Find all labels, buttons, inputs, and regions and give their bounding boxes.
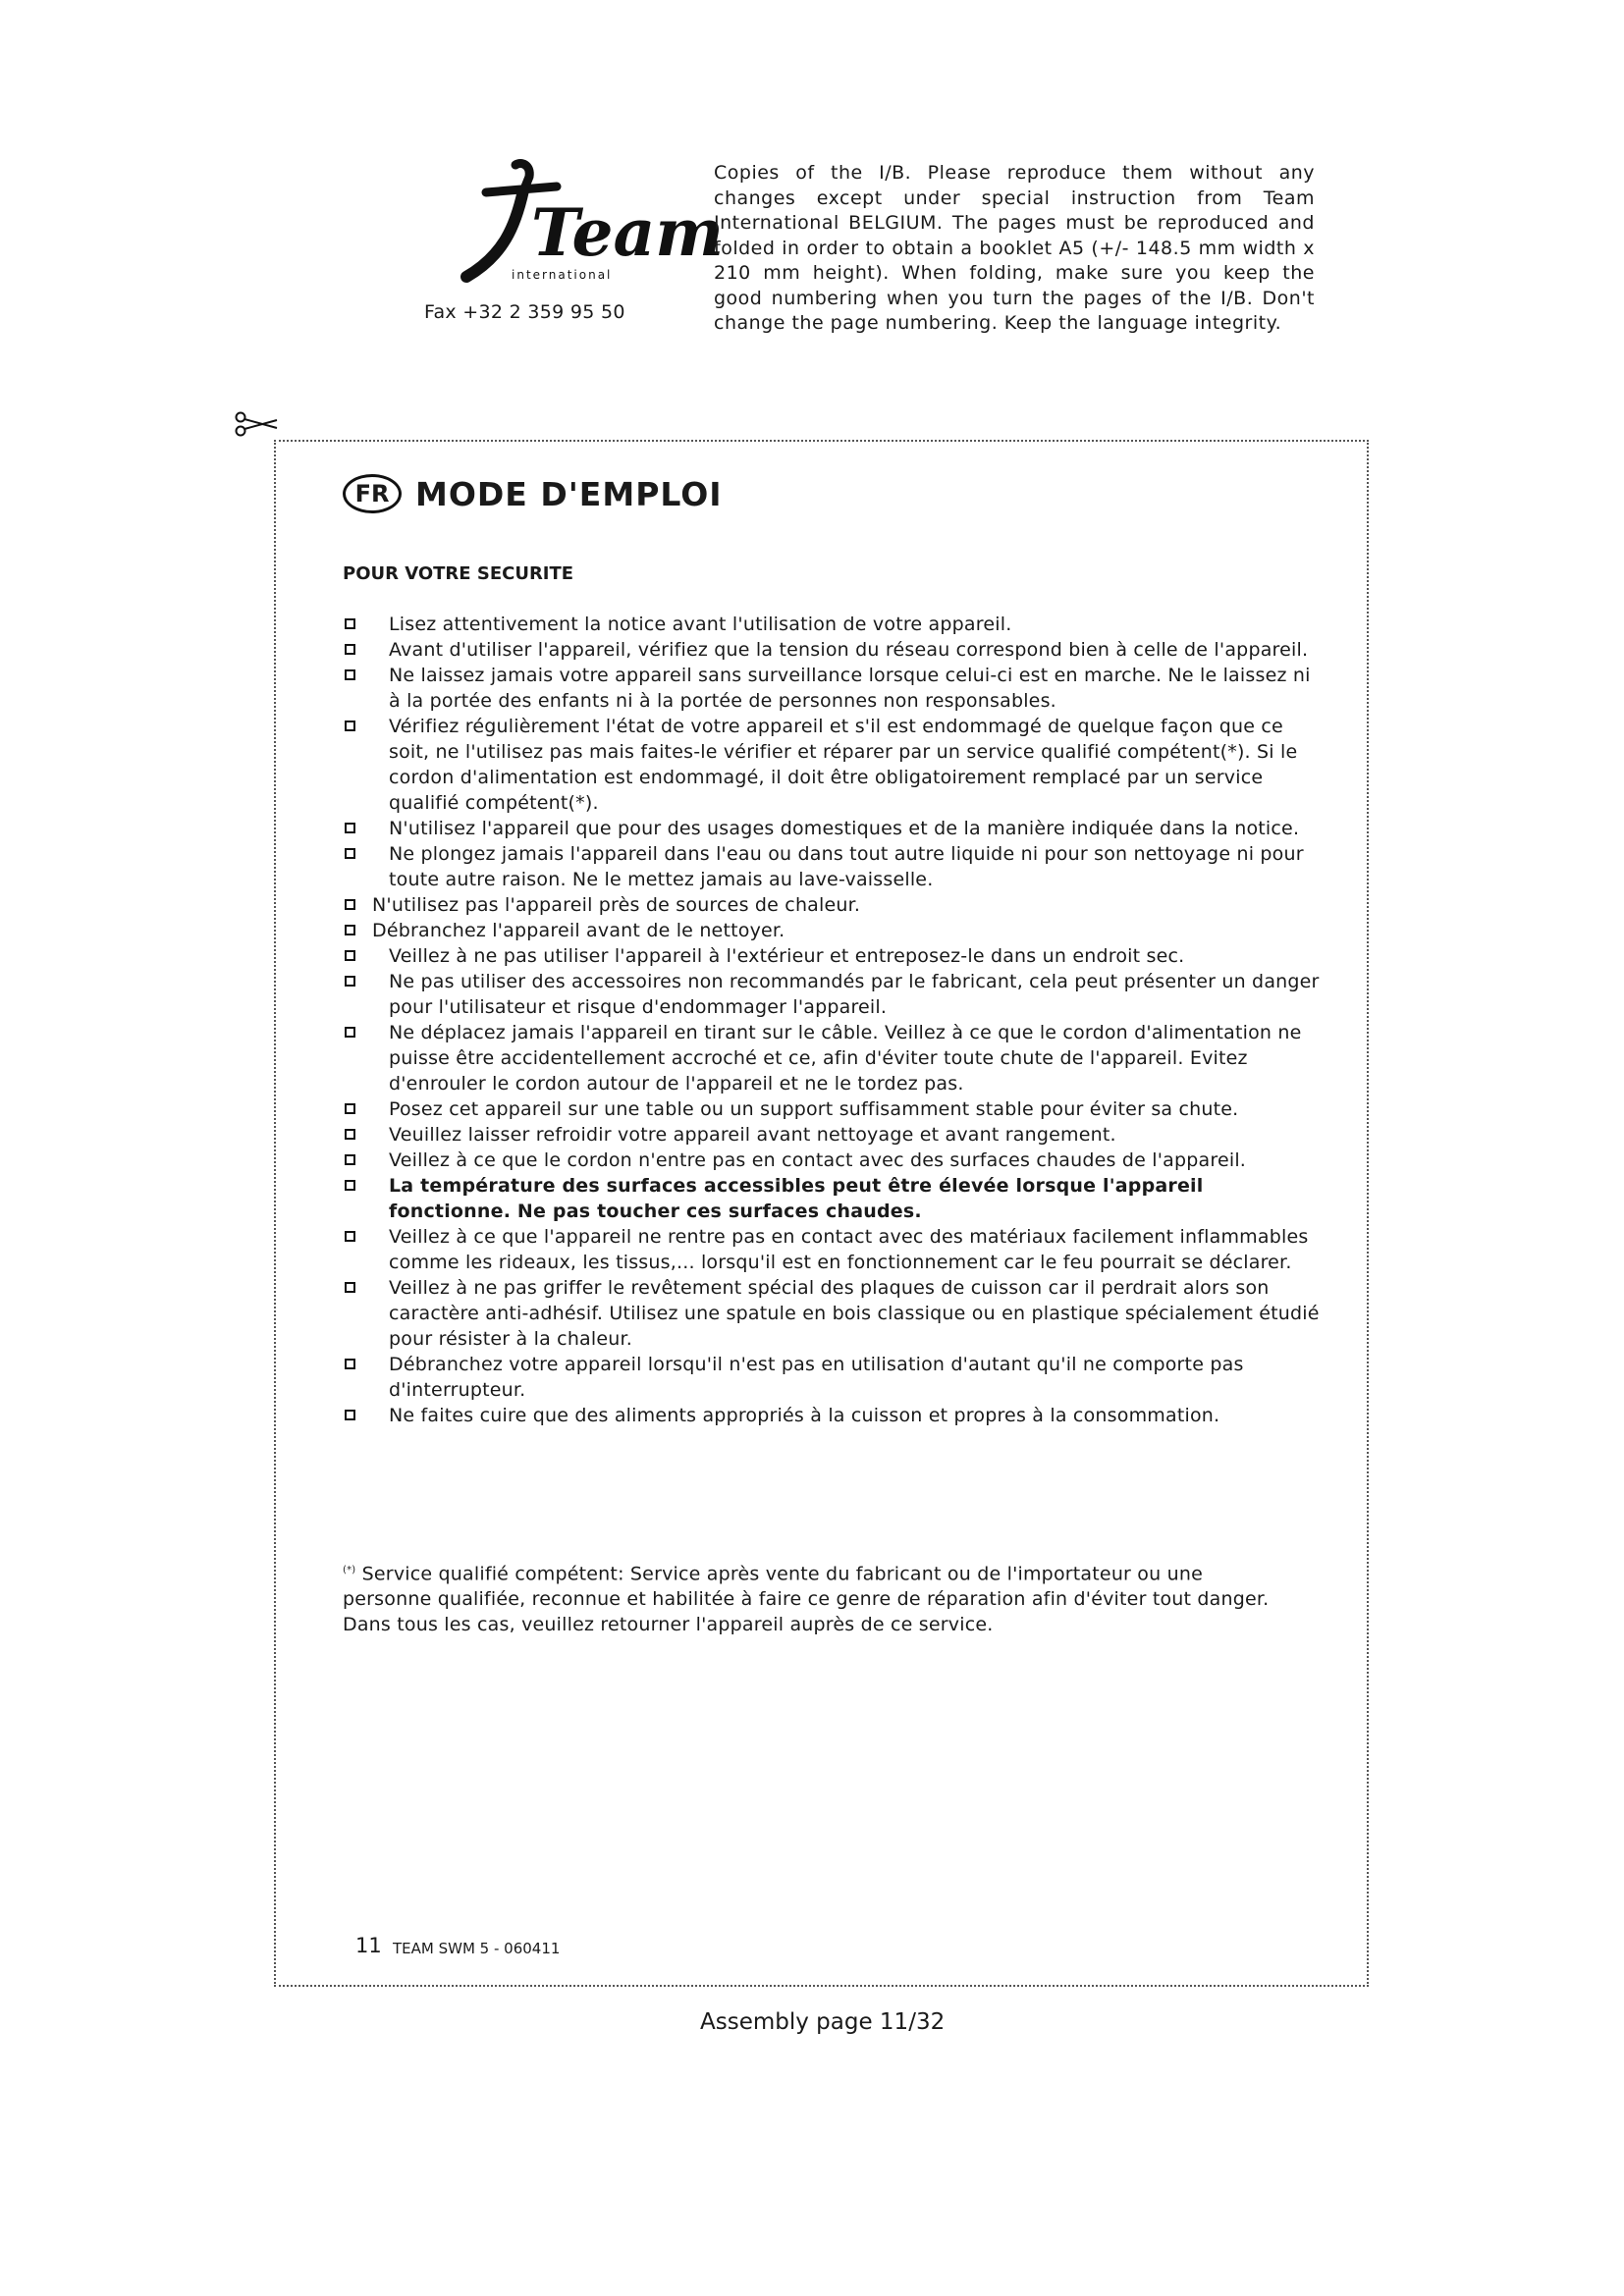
team-logo-mark: [447, 157, 725, 294]
list-item: Avant d'utiliser l'appareil, vérifiez que la tension du réseau correspond bien à celle de l'appareil.: [343, 637, 1325, 663]
checkbox-icon: [345, 1410, 355, 1420]
list-item: Ne plongez jamais l'appareil dans l'eau ou dans tout autre liquide ni pour son nettoyage ni pour toute autre raison. Ne le mettez jamais au lave-vaisselle.: [343, 841, 1325, 892]
list-item: Ne pas utiliser des accessoires non recommandés par le fabricant, cela peut présenter un danger pour l'utilisateur et risque d'endommager l'appareil.: [343, 969, 1325, 1020]
footnote-marker: (*): [343, 1565, 356, 1575]
checkbox-icon: [345, 1359, 355, 1369]
team-logo: [447, 157, 725, 294]
checkbox-icon: [345, 848, 355, 859]
section-title: POUR VOTRE SECURITE: [343, 563, 574, 584]
list-item: Ne faites cuire que des aliments appropriés à la cuisson et propres à la consommation.: [343, 1403, 1325, 1428]
list-item: Débranchez votre appareil lorsqu'il n'est pas en utilisation d'autant qu'il ne comporte pas d'interrupteur.: [343, 1352, 1325, 1403]
list-item: Ne déplacez jamais l'appareil en tirant sur le câble. Veillez à ce que le cordon d'alimentation ne puisse être accidentellement accroché et ce, afin d'éviter toute chute de l'appareil. Evitez d'enrouler le cordon autour de l'appareil et ne le tordez pas.: [343, 1020, 1325, 1096]
checkbox-icon: [345, 1282, 355, 1293]
checkbox-icon: [345, 1103, 355, 1114]
checkbox-icon: [345, 899, 355, 910]
list-item: Veillez à ce que le cordon n'entre pas en contact avec des surfaces chaudes de l'appareil.: [343, 1148, 1325, 1173]
checkbox-icon: [345, 823, 355, 833]
list-item: Veillez à ne pas utiliser l'appareil à l'extérieur et entreposez-le dans un endroit sec.: [343, 943, 1325, 969]
list-item: Ne laissez jamais votre appareil sans surveillance lorsque celui-ci est en marche. Ne le laissez ni à la portée des enfants ni à la portée de personnes non responsables.: [343, 663, 1325, 714]
manual-title-row: [343, 466, 723, 521]
list-item: Débranchez l'appareil avant de le nettoyer.: [343, 918, 1325, 943]
list-item: Lisez attentivement la notice avant l'utilisation de votre appareil.: [343, 612, 1325, 637]
checkbox-icon: [345, 644, 355, 655]
logo-wordmark: Team: [531, 194, 725, 271]
checkbox-icon: [345, 1180, 355, 1191]
page-number: 11: [355, 1934, 382, 1957]
logo-subtext: international: [512, 268, 613, 282]
checkbox-icon: [345, 925, 355, 935]
checkbox-icon: [345, 669, 355, 680]
assembly-page: Assembly page 11/32: [700, 2009, 946, 2035]
checkbox-icon: [345, 1027, 355, 1038]
fax-number: Fax +32 2 359 95 50: [424, 301, 625, 323]
list-item: Veuillez laisser refroidir votre appareil avant nettoyage et avant rangement.: [343, 1122, 1325, 1148]
copies-instructions: Copies of the I/B. Please reproduce them without any changes except under special instruction from Team International BELGIUM. The pages must be reproduced and folded in order to obtain a booklet A5 (+/- 148.5 mm width x 210 mm height). When folding, make sure you keep the good numbering when you turn the pages of the I/B. Don't change the page numbering. Keep the language integrity.: [714, 162, 1315, 334]
list-item: Posez cet appareil sur une table ou un support suffisamment stable pour éviter sa chute.: [343, 1096, 1325, 1122]
language-badge: FR: [343, 474, 402, 513]
scissors-icon: [234, 410, 279, 438]
checkbox-icon: [345, 1231, 355, 1242]
checkbox-icon: [345, 618, 355, 629]
model-code: TEAM SWM 5 - 060411: [393, 1940, 561, 1957]
list-item: Vérifiez régulièrement l'état de votre appareil et s'il est endommagé de quelque façon que ce soit, ne l'utilisez pas mais faites-le vérifier et réparer par un service qualifié compétent(*). Si le cordon d'alimentation est endommagé, il doit être obligatoirement remplacé par un service qualifié compétent(*).: [343, 714, 1325, 816]
list-item: Veillez à ne pas griffer le revêtement spécial des plaques de cuisson car il perdrait alors son caractère anti-adhésif. Utilisez une spatule en bois classique ou en plastique spécialement étudié pour résister à la chaleur.: [343, 1275, 1325, 1352]
list-item: N'utilisez l'appareil que pour des usages domestiques et de la manière indiquée dans la notice.: [343, 816, 1325, 841]
checkbox-icon: [345, 950, 355, 961]
checkbox-icon: [345, 721, 355, 731]
list-item: N'utilisez pas l'appareil près de sources de chaleur.: [343, 892, 1325, 918]
list-item: Veillez à ce que l'appareil ne rentre pas en contact avec des matériaux facilement inflammables comme les rideaux, les tissus,... lorsqu'il est en fonctionnement car le feu pourrait se déclarer.: [343, 1224, 1325, 1275]
list-item-warning: La température des surfaces accessibles peut être élevée lorsque l'appareil fonctionne. Ne pas toucher ces surfaces chaudes.: [343, 1173, 1325, 1224]
safety-list: [343, 612, 1325, 1428]
footnote: [343, 1558, 1275, 1637]
checkbox-icon: [345, 976, 355, 987]
checkbox-icon: [345, 1129, 355, 1140]
footnote-text: Service qualifié compétent: Service après vente du fabricant ou de l'importateur ou une personne qualifiée, reconnue et habilitée à faire ce genre de réparation afin d'éviter tout danger. Dans tous les cas, veuillez retourner l'appareil auprès de ce service.: [343, 1563, 1270, 1636]
checkbox-icon: [345, 1154, 355, 1165]
manual-title: MODE D'EMPLOI: [415, 474, 723, 513]
